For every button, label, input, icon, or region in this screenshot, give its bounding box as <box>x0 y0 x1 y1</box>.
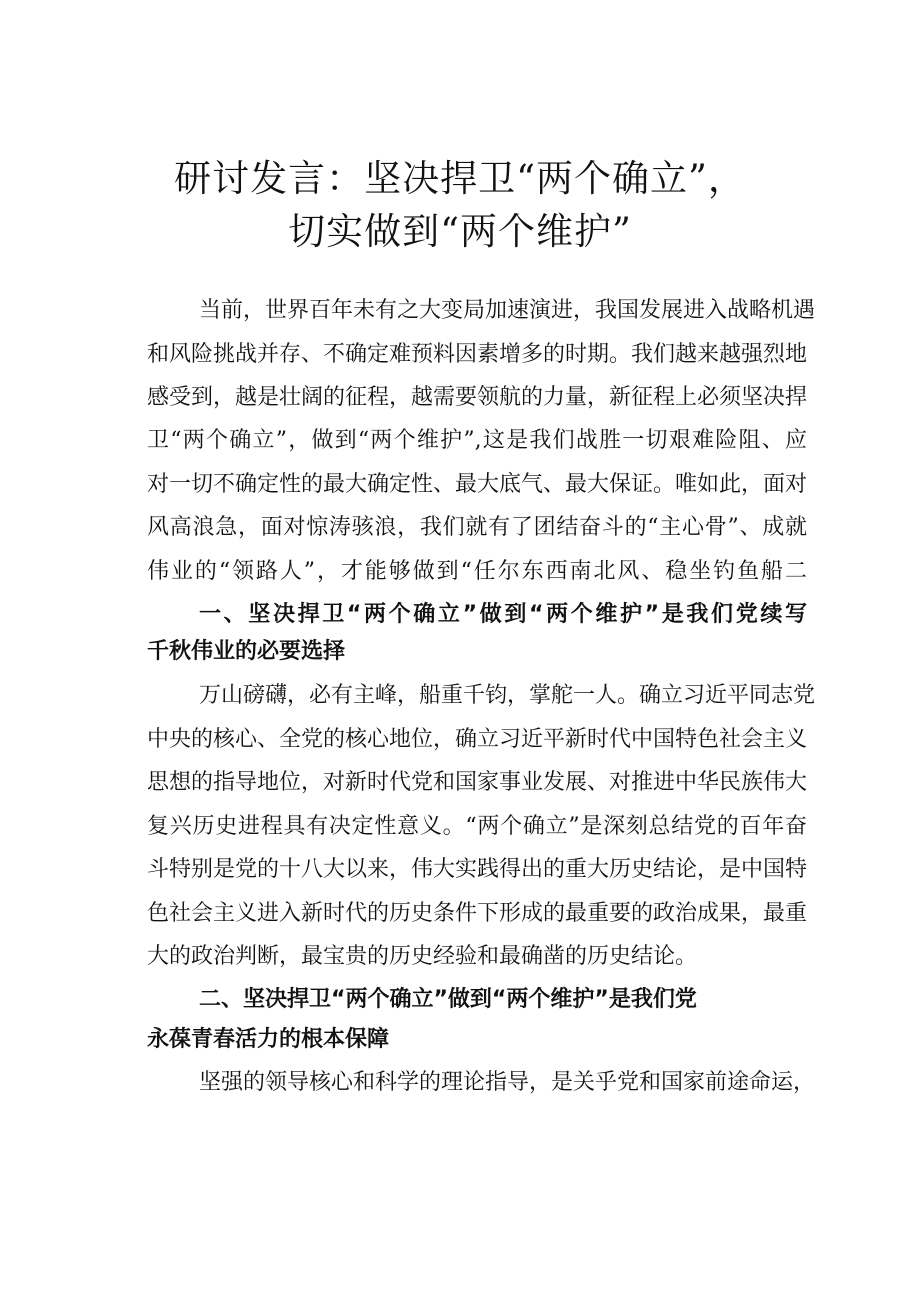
section-1-paragraph-line: 复兴历史进程具有决定性意义。“两个确立”是深刻总结党的百年奋 <box>147 814 807 839</box>
section-1-paragraph-line: 斗特别是党的十八大以来，伟大实践得出的重大历史结论，是中国特 <box>147 857 808 882</box>
section-2-heading-line-1: 二、坚决捍卫“两个确立”做到“两个维护”是我们党 <box>199 987 697 1012</box>
document-title-line-1: 研讨发言：坚决捍卫“两个确立”， <box>174 157 746 200</box>
section-2-paragraph-line: 坚强的领导核心和科学的理论指导，是关乎党和国家前途命运， <box>199 1070 816 1095</box>
intro-paragraph-line: 感受到，越是壮阔的征程，越需要领航的力量，新征程上必须坚决捍 <box>147 385 808 410</box>
section-1-paragraph-line: 大的政治判断，最宝贵的历史经验和最确凿的历史结论。 <box>147 944 698 969</box>
section-1-paragraph-line: 色社会主义进入新时代的历史条件下形成的最重要的政治成果，最重 <box>147 901 808 926</box>
section-1-paragraph-line: 万山磅礴，必有主峰，船重千钧，掌舵一人。确立习近平同志党 <box>199 683 816 708</box>
intro-paragraph-line: 当前，世界百年未有之大变局加速演进，我国发展进入战略机遇 <box>199 298 816 323</box>
section-1-heading-line-2: 千秋伟业的必要选择 <box>147 639 346 664</box>
document-title-line-2: 切实做到“两个维护” <box>288 210 632 253</box>
section-1-paragraph-line: 思想的指导地位，对新时代党和国家事业发展、对推进中华民族伟大 <box>147 770 808 795</box>
intro-paragraph-line: 风高浪急，面对惊涛骇浪，我们就有了团结奋斗的“主心骨”、成就 <box>147 515 807 540</box>
intro-paragraph-line: 对一切不确定性的最大确定性、最大底气、最大保证。唯如此，面对 <box>147 472 808 497</box>
section-1-paragraph-line: 中央的核心、全党的核心地位，确立习近平新时代中国特色社会主义 <box>147 727 808 752</box>
intro-paragraph-line: 卫“两个确立”，做到“两个维护”,这是我们战胜一切艰难险阻、应 <box>147 428 807 453</box>
intro-paragraph-line: 伟业的“领路人”，才能够做到“任尔东西南北风、稳坐钓鱼船二 <box>147 559 807 584</box>
intro-paragraph-line: 和风险挑战并存、不确定难预料因素增多的时期。我们越来越强烈地 <box>147 342 808 367</box>
section-2-heading-line-2: 永葆青春活力的根本保障 <box>147 1027 390 1052</box>
section-1-heading-line-1: 一、坚决捍卫“两个确立”做到“两个维护”是我们党续写 <box>199 602 807 627</box>
